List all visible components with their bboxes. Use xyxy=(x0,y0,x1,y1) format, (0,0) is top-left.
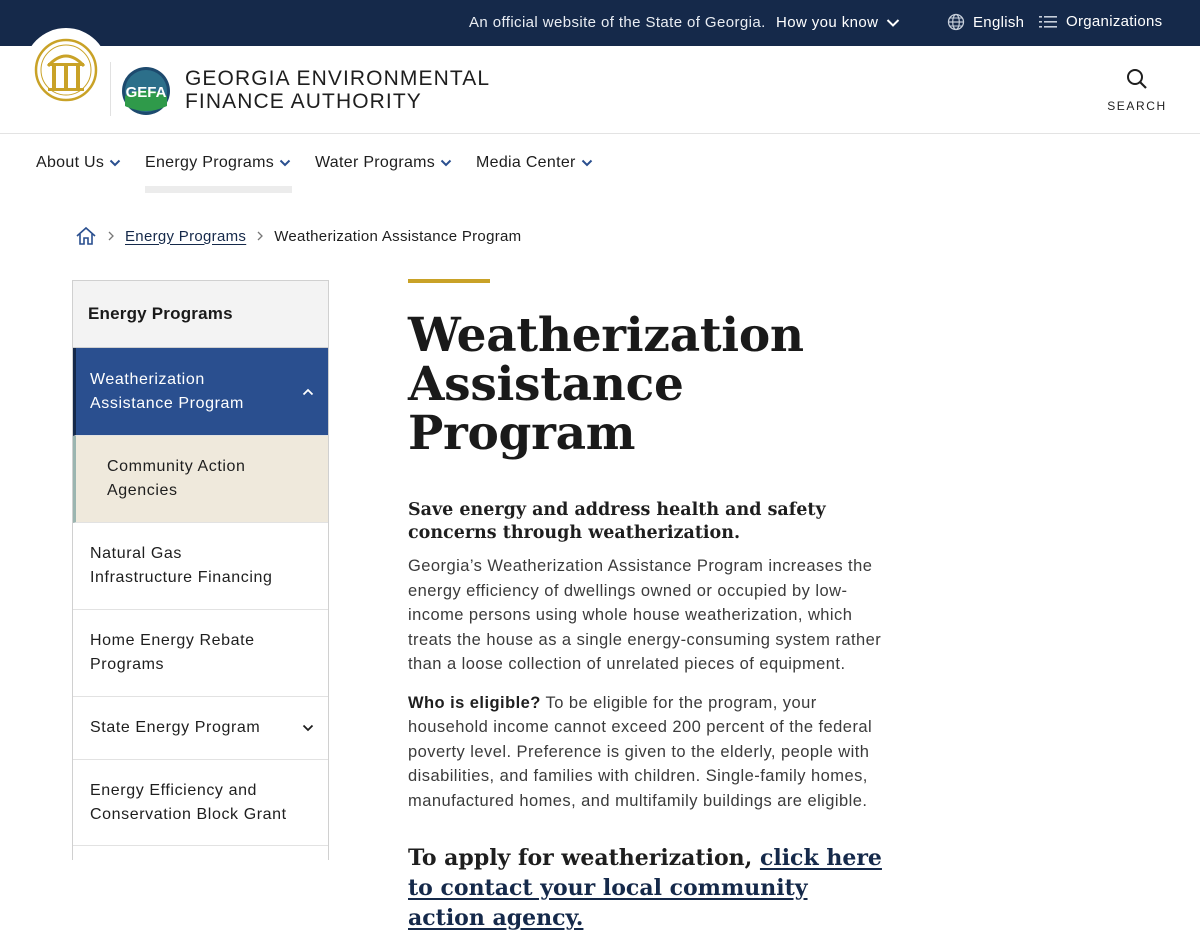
title-accent-rule xyxy=(408,279,490,283)
breadcrumb xyxy=(75,226,521,246)
breadcrumb-link-energy-programs[interactable]: Energy Programs xyxy=(125,227,247,245)
organizations-menu[interactable] xyxy=(1039,13,1162,30)
page-title-line1: Weatherization xyxy=(408,308,804,363)
sidebar-subitem-community-action[interactable] xyxy=(73,436,328,523)
georgia-seal-link[interactable] xyxy=(24,28,108,112)
breadcrumb-current: Weatherization Assistance Program xyxy=(274,227,522,245)
eligibility-text: To be eligible for the program, your household income cannot exceed 200 percent of the federal poverty level. Preference is given to the elderly, people with disabilities, and families with children. Single-family homes, manufactured homes, and multifamily buildings are eligible. xyxy=(408,693,873,810)
page-title-line2: Assistance Program xyxy=(408,357,684,461)
page-title xyxy=(408,308,888,461)
site-header xyxy=(0,46,1200,134)
sidebar-nav xyxy=(72,280,329,860)
nav-item-label: Media Center xyxy=(476,154,576,171)
chevron-down-icon xyxy=(581,159,593,167)
sidebar-item-weatherization[interactable] xyxy=(73,348,328,436)
chevron-down-icon xyxy=(279,159,291,167)
list-icon xyxy=(1039,15,1057,29)
search-icon xyxy=(1126,68,1148,90)
gefa-logo-icon[interactable] xyxy=(121,66,171,116)
nav-item-energy-programs[interactable] xyxy=(145,154,291,172)
page-subtitle: Save energy and address health and safety concerns through weatherization. xyxy=(408,500,826,543)
official-website-text: An official website of the State of Georgia. xyxy=(469,14,766,31)
apply-text: To apply for weatherization, xyxy=(408,845,760,871)
chevron-down-icon xyxy=(886,18,900,28)
language-label: English xyxy=(973,13,1025,31)
georgia-seal-icon xyxy=(24,28,108,112)
nav-item-water-programs[interactable] xyxy=(315,154,452,172)
search-label: SEARCH xyxy=(1107,99,1167,113)
main-nav xyxy=(0,134,1200,194)
intro-paragraph: Georgia’s Weatherization Assistance Program increases the energy efficiency of dwellings owned or occupied by low-income persons using whole house weatherization, which treats the house as a single energy-consuming system rather than a loose collection of unrelated pieces of equipment. xyxy=(408,557,882,673)
nav-item-label: Water Programs xyxy=(315,154,436,171)
eligibility-lead: Who is eligible? xyxy=(408,693,541,712)
chevron-down-icon xyxy=(109,159,121,167)
sidebar-item-label: Community Action Agencies xyxy=(107,458,246,499)
apply-heading xyxy=(408,843,888,933)
how-you-know-toggle[interactable] xyxy=(776,14,900,31)
chevron-down-icon xyxy=(440,159,452,167)
chevron-up-icon[interactable] xyxy=(302,388,314,396)
how-you-know-label: How you know xyxy=(776,14,879,31)
sidebar-item-label: Energy Efficiency and Conservation Block Grant xyxy=(90,781,287,823)
eligibility-paragraph xyxy=(408,691,890,814)
chevron-down-icon[interactable] xyxy=(302,724,314,732)
sidebar-item-state-energy-program[interactable] xyxy=(73,697,328,760)
sidebar-item-label: State Energy Program xyxy=(90,719,261,736)
sidebar-item-eecbg[interactable] xyxy=(73,760,328,846)
sidebar-item-home-energy-rebate[interactable] xyxy=(73,610,328,697)
sidebar-item-label: Natural Gas Infrastructure Financing xyxy=(90,545,273,586)
sidebar-item-natural-gas[interactable] xyxy=(73,523,328,610)
header-divider xyxy=(110,62,111,116)
site-title-line2: FINANCE AUTHORITY xyxy=(185,90,422,113)
gefa-logo-text: GEFA xyxy=(125,84,167,101)
site-title-line1: GEORGIA ENVIRONMENTAL xyxy=(185,67,491,90)
chevron-right-icon xyxy=(107,231,115,241)
chevron-right-icon xyxy=(256,231,264,241)
sidebar-item-label: Home Energy Rebate Programs xyxy=(90,632,255,673)
globe-icon xyxy=(947,13,965,31)
home-icon[interactable] xyxy=(75,226,97,246)
nav-item-media-center[interactable] xyxy=(476,154,593,172)
official-banner xyxy=(0,0,1200,46)
nav-item-about-us[interactable] xyxy=(36,154,121,172)
nav-active-indicator xyxy=(145,186,292,193)
apply-link[interactable]: click here to contact your local community action agency. xyxy=(408,845,882,931)
language-selector[interactable] xyxy=(947,13,1024,31)
site-title[interactable] xyxy=(185,67,490,113)
nav-item-label: About Us xyxy=(36,154,105,171)
sidebar-heading: Energy Programs xyxy=(73,281,328,348)
search-button[interactable] xyxy=(1105,68,1169,113)
main-content xyxy=(408,279,888,933)
organizations-label: Organizations xyxy=(1066,13,1163,30)
nav-item-label: Energy Programs xyxy=(145,154,274,171)
sidebar-item-label: Weatherization Assistance Program xyxy=(90,370,244,412)
